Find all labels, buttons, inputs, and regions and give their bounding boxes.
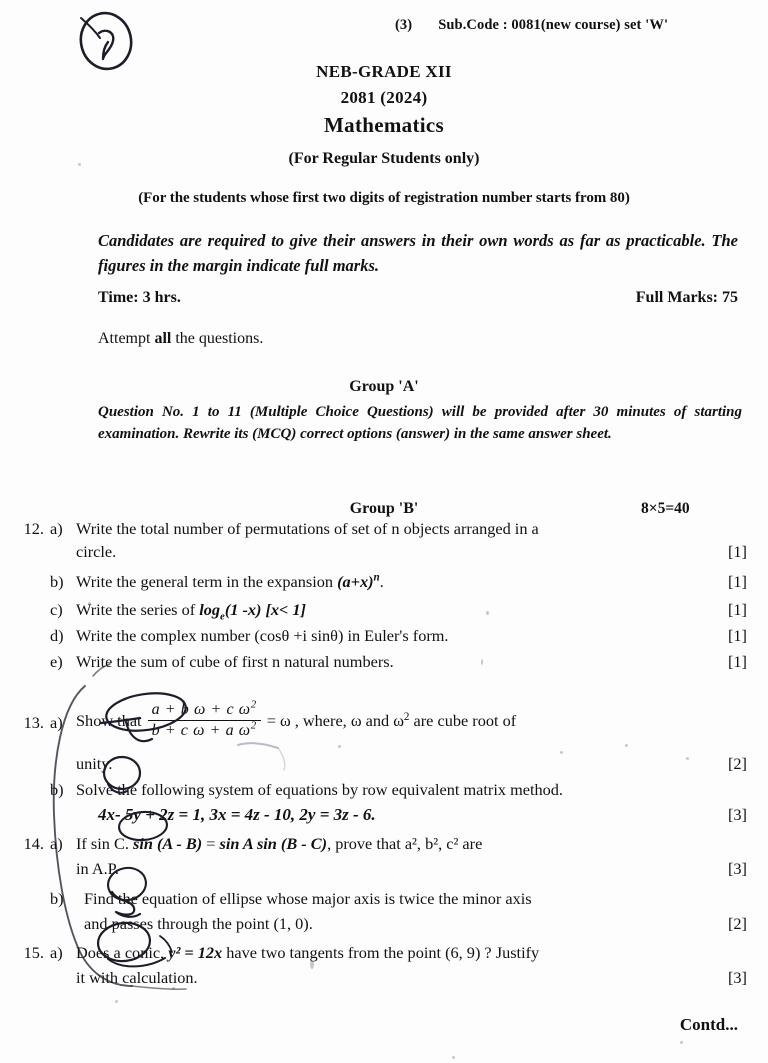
- full-marks-label: Full Marks: 75: [635, 289, 738, 306]
- registration-note: (For the students whose first two digits of registration number starts from 80): [138, 190, 630, 206]
- question-row: [0, 652, 768, 675]
- page-number: (3): [395, 17, 413, 33]
- expression-log-arg: (1 -x) [x< 1]: [224, 600, 306, 619]
- question-number: 13.: [23, 712, 44, 732]
- denominator-exponent: 2: [250, 719, 257, 732]
- group-a-note: Question No. 1 to 11 (Multiple Choice Questions) will be provided after 30 minutes of starting examination. Rewrite its (MCQ) correct options (answer) in the same answer sheet.: [98, 404, 742, 442]
- question-row: [0, 572, 768, 595]
- top-left-inner-digit: [99, 31, 113, 59]
- question-mark: [1]: [728, 542, 747, 561]
- omega-exponent: 2: [403, 710, 410, 723]
- question-label: a): [50, 943, 63, 962]
- question-text: Write the total number of permutations of set of n objects arranged in a: [76, 519, 539, 538]
- question-row-continuation: [0, 859, 768, 882]
- question-text: [76, 943, 728, 963]
- question-text-mid: =: [202, 834, 220, 853]
- fraction-numerator: [148, 698, 261, 721]
- question-row: [0, 519, 768, 542]
- top-left-tail-stroke: [81, 18, 100, 38]
- question-row: [0, 626, 768, 649]
- question-number: 14.: [23, 834, 44, 853]
- question-text-post: .: [379, 572, 384, 591]
- question-mark: [2]: [728, 914, 747, 933]
- attempt-instruction: [98, 330, 263, 348]
- question-text-post: are cube root of: [409, 711, 517, 731]
- question-mark: [1]: [728, 652, 747, 671]
- expression-binomial: (a+x): [337, 572, 374, 591]
- equation-system: 4x- 5y + 2z = 1, 3x = 4z - 10, 2y = 3z - 6.: [98, 805, 376, 824]
- question-number: 12.: [23, 519, 44, 538]
- fraction-expression: [148, 698, 261, 740]
- question-mark: [3]: [728, 859, 747, 878]
- group-a-title: Group 'A': [349, 378, 419, 395]
- subject-title: Mathematics: [324, 113, 444, 137]
- log-symbol: log: [199, 600, 221, 619]
- denominator-text: b + c ω + a ω: [151, 722, 251, 739]
- question-text-line2: in A.P.: [76, 859, 119, 878]
- question-text-line2: unity.: [76, 754, 113, 773]
- question-row: [0, 943, 768, 966]
- question-text: [76, 698, 728, 742]
- question-row: [0, 698, 768, 742]
- scan-speck: [452, 1056, 455, 1059]
- question-row: [0, 600, 768, 623]
- question-text-pre: Write the general term in the expansion: [76, 572, 338, 591]
- expression-parabola: y² = 12x: [168, 943, 223, 962]
- question-text-pre: Does a conic,: [76, 943, 169, 962]
- expression-sin-bc: sin A sin (B - C): [219, 834, 328, 853]
- expression-sin-ab: sin (A - B): [132, 834, 203, 853]
- question-text: Write the complex number (cosθ +i sinθ) in Euler's form.: [76, 626, 449, 645]
- question-label: b): [50, 572, 64, 591]
- question-label: e): [50, 652, 63, 671]
- sub-code: Sub.Code : 0081(new course) set 'W': [438, 17, 669, 33]
- numerator-text: a + b ω + c ω: [151, 701, 251, 718]
- question-text-post: , prove that a², b², c² are: [327, 834, 483, 853]
- question-row: [0, 834, 768, 857]
- fraction-denominator: [148, 721, 261, 740]
- question-mark: [1]: [728, 626, 747, 645]
- scan-speck: [115, 1000, 118, 1003]
- attempt-suffix: the questions.: [171, 330, 264, 347]
- time-marks-row: [98, 289, 738, 307]
- question-text-line2: and passes through the point (1, 0).: [84, 914, 313, 933]
- attempt-bold: all: [154, 330, 172, 347]
- question-text: [76, 600, 728, 623]
- question-label: a): [50, 519, 63, 538]
- question-row-continuation: [0, 542, 768, 565]
- question-label: d): [50, 626, 64, 645]
- question-label: a): [50, 712, 63, 732]
- question-mark: [1]: [728, 572, 747, 591]
- question-mark: [2]: [728, 754, 747, 773]
- attempt-prefix: Attempt: [98, 330, 155, 347]
- question-mark: [3]: [728, 968, 747, 987]
- question-text: Find the equation of ellipse whose major axis is twice the minor axis: [84, 889, 532, 908]
- question-mark: [1]: [728, 600, 747, 619]
- question-row-continuation: [0, 754, 768, 777]
- exponent-n: n: [373, 571, 380, 584]
- question-row: [0, 889, 768, 912]
- question-text-line2: it with calculation.: [76, 968, 198, 987]
- numerator-exponent: 2: [250, 698, 257, 711]
- time-label: Time: 3 hrs.: [98, 289, 181, 306]
- question-text: Write the sum of cube of first n natural numbers.: [76, 652, 394, 671]
- question-text-pre: If sin C.: [76, 834, 133, 853]
- scan-speck: [680, 1041, 683, 1044]
- question-text-pre: Show that: [76, 711, 142, 731]
- question-list: [0, 519, 768, 991]
- question-number: 15.: [23, 943, 44, 962]
- question-label: b): [50, 889, 64, 908]
- log-base: e: [220, 610, 225, 623]
- candidates-instruction: Candidates are required to give their answers in their own words as far as practicable. The figures in the margin indicate full marks.: [98, 231, 738, 275]
- board-grade-title: NEB-GRADE XII: [316, 62, 452, 81]
- question-row-continuation: [0, 968, 768, 991]
- question-text: Solve the following system of equations by row equivalent matrix method.: [76, 780, 563, 799]
- question-row-continuation: [0, 805, 768, 828]
- question-mark: [3]: [728, 805, 747, 824]
- question-text-line2: circle.: [76, 542, 117, 561]
- question-row: [0, 780, 768, 803]
- header-right: [395, 17, 668, 34]
- question-label: c): [50, 600, 63, 619]
- question-label: b): [50, 780, 64, 799]
- exam-year: 2081 (2024): [340, 88, 428, 107]
- student-category: (For Regular Students only): [288, 150, 480, 167]
- question-text: [76, 572, 728, 592]
- question-text-pre: Write the series of: [76, 600, 200, 619]
- question-label: a): [50, 834, 63, 853]
- group-b-title: Group 'B': [349, 500, 419, 517]
- question-row-continuation: [0, 914, 768, 937]
- question-text-mid: = ω , where, ω and ω: [266, 711, 404, 731]
- group-b-marks: 8×5=40: [641, 500, 690, 517]
- continued-label: Contd...: [679, 1015, 738, 1034]
- question-text: [76, 834, 728, 854]
- question-text-post: have two tangents from the point (6, 9) ? Justify: [222, 943, 540, 962]
